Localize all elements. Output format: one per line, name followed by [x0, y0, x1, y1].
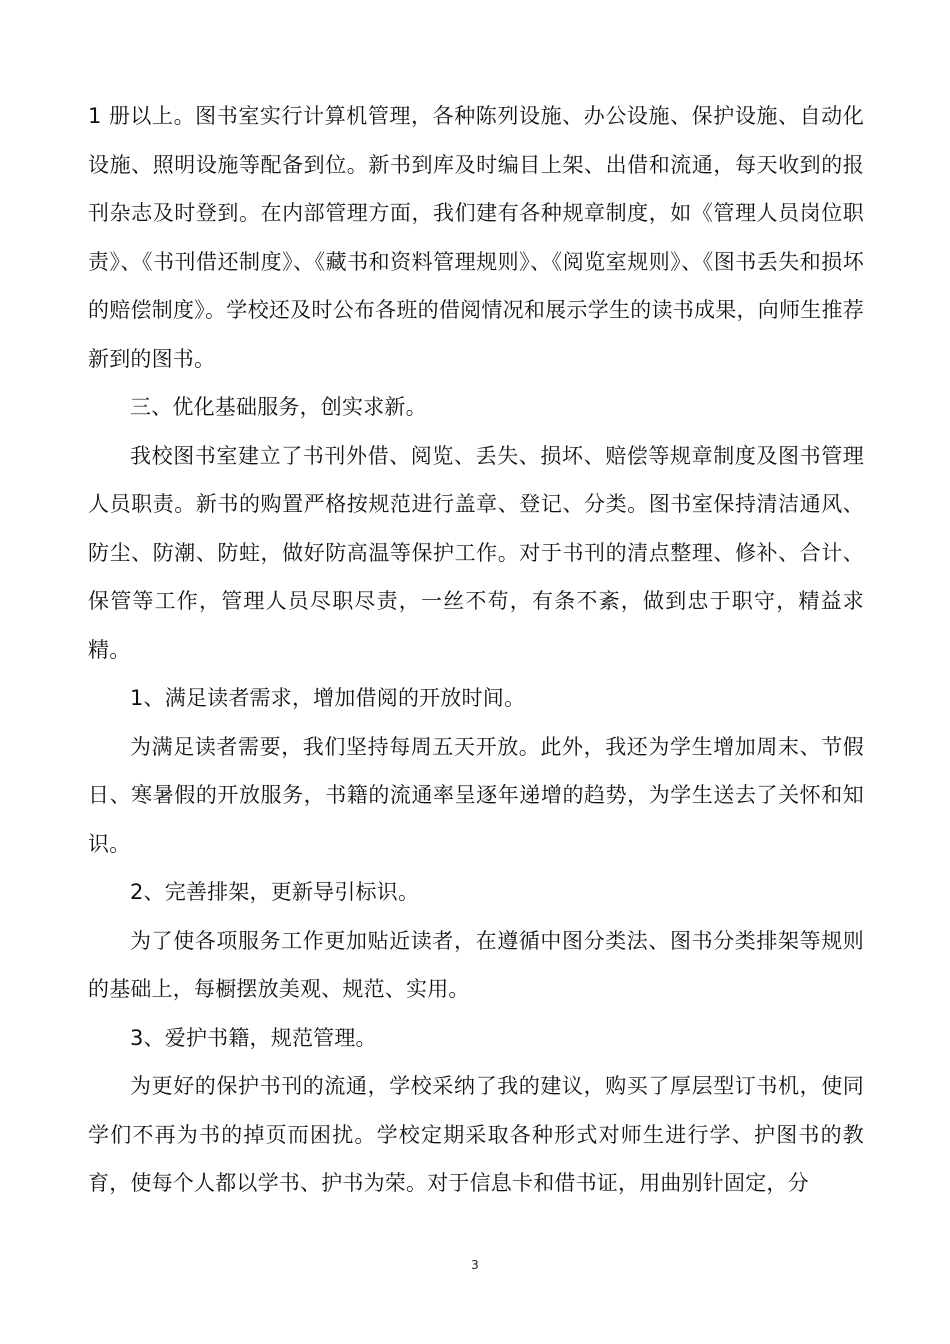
paragraph-library-rules: 我校图书室建立了书刊外借、阅览、丢失、损坏、赔偿等规章制度及图书管理人员职责。新书的购置严格按规范进行盖章、登记、分类。图书室保持清洁通风、防尘、防潮、防蛀，做好防高温等保护工作。对于书刊的清点整理、修补、合计、保管等工作，管理人员尽职尽责，一丝不苟，有条不紊，做到忠于职守，精益求精。	[88, 443, 864, 662]
subheading-3: 3、爱护书籍，规范管理。	[130, 1025, 377, 1050]
subheading-2: 2、完善排架，更新导引标识。	[130, 880, 420, 904]
paragraph-opening-hours: 为满足读者需要，我们坚持每周五天开放。此外，我还为学生增加周末、节假日、寒暑假的开放服务，书籍的流通率呈逐年递增的趋势，为学生送去了关怀和知识。	[88, 734, 864, 856]
section-heading-3: 三、优化基础服务，创实求新。	[130, 395, 427, 419]
paragraph-continuation: 1 册以上。图书室实行计算机管理，各种陈列设施、办公设施、保护设施、自动化设施、照明设施等配备到位。新书到库及时编目上架、出借和流通，每天收到的报刊杂志及时登到。在内部管理方面，我们建有各种规章制度，如《管理人员岗位职责》、《书刊借还制度》、《藏书和资料管理规则》、《阅览室规则》、《图书丢失和损坏的赔偿制度》。学校还及时公布各班的借阅情况和展示学生的读书成果，向师生推荐新到的图书。	[88, 104, 864, 371]
body-text	[88, 92, 864, 1208]
paragraph-shelving: 为了使各项服务工作更加贴近读者，在遵循中图分类法、图书分类排架等规则的基础上，每橱摆放美观、规范、实用。	[88, 928, 864, 1001]
page-number: 3	[471, 1258, 479, 1272]
paragraph-book-care: 为更好的保护书刊的流通，学校采纳了我的建议，购买了厚层型订书机，使同学们不再为书的掉页而困扰。学校定期采取各种形式对师生进行学、护图书的教育，使每个人都以学书、护书为荣。对于信息卡和借书证，用曲别针固定，分	[88, 1074, 864, 1195]
subheading-1: 1、满足读者需求，增加借阅的开放时间。	[130, 686, 526, 710]
